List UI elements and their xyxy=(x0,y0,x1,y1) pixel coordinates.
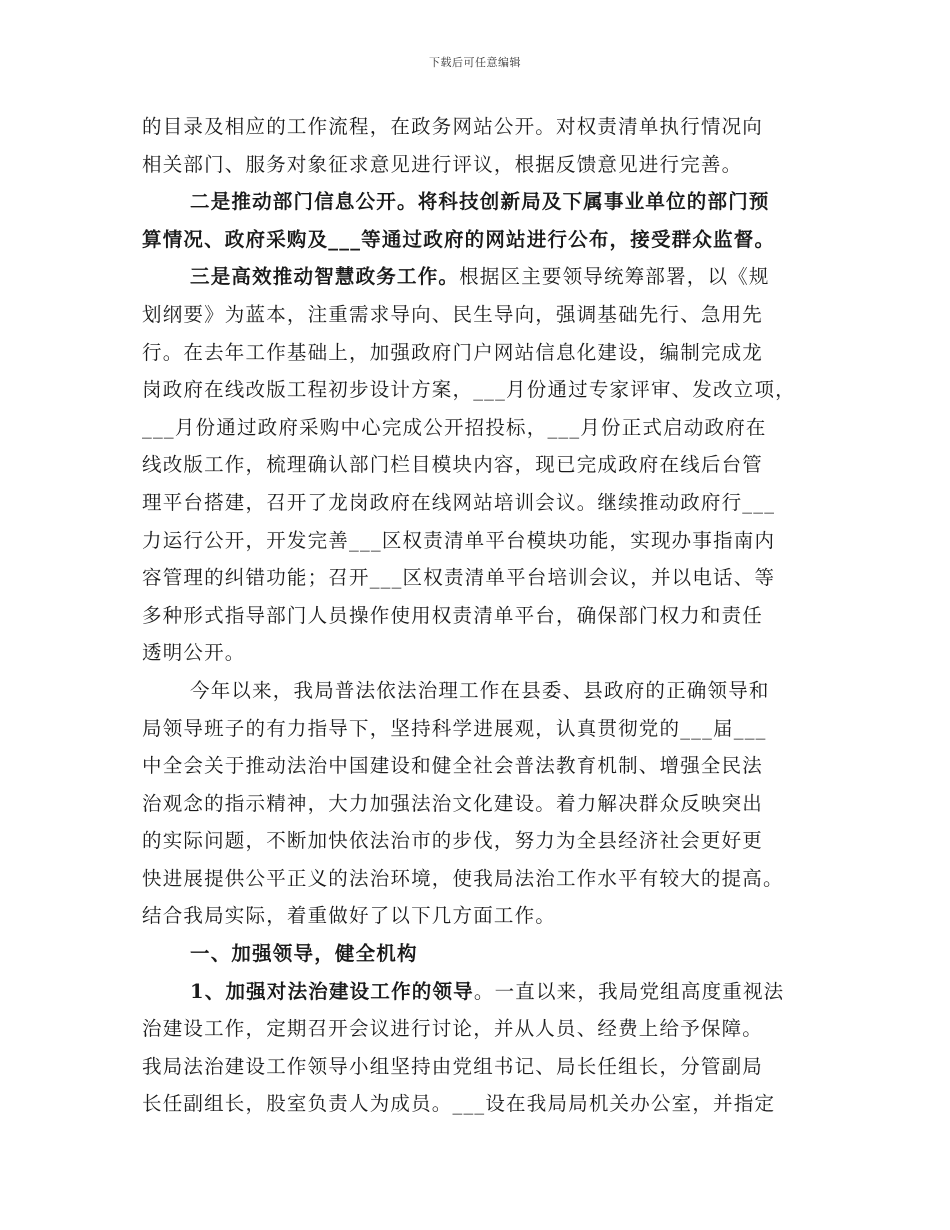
text-line: 局领导班子的有力指导下，坚持科学进展观，认真贯彻党的___届___ xyxy=(142,716,767,740)
text-line: 结合我局实际，着重做好了以下几方面工作。 xyxy=(142,904,557,928)
text-line-bold: 算情况、政府采购及___等通过政府的网站进行公布，接受群众监督。 xyxy=(142,227,776,251)
text-line: 治观念的指示精神，大力加强法治文化建设。着力解决群众反映突出 xyxy=(142,791,764,815)
text-line: 治建设工作，定期召开会议进行讨论，并从人员、经费上给予保障。 xyxy=(142,1017,764,1041)
text-line: 多种形式指导部门人员操作使用权责清单平台，确保部门权力和责任 xyxy=(142,603,764,627)
text-line: 的实际问题，不断加快依法治市的步伐，努力为全县经济社会更好更 xyxy=(142,829,764,853)
inline-heading: 1、加强对法治建设工作的领导 xyxy=(190,979,474,1003)
text-line: ___月份通过政府采购中心完成公开招投标，___月份正式启动政府在 xyxy=(142,415,767,439)
text-line: 岗政府在线改版工程初步设计方案，___月份通过专家评审、发改立项， xyxy=(142,378,796,402)
document-body xyxy=(142,108,832,1123)
text-line: 今年以来，我局普法依法治理工作在县委、县政府的正确领导和 xyxy=(190,678,770,702)
text-line: 透明公开。 xyxy=(142,641,246,665)
text-line: 理平台搭建，召开了龙岗政府在线网站培训会议。继续推动政府行___ xyxy=(142,490,776,514)
text-line: 快进展提供公平正义的法治环境，使我局法治工作水平有较大的提高。 xyxy=(142,866,784,890)
inline-heading: 三是高效推动智慧政务工作。 xyxy=(190,265,460,289)
text-line: 相关部门、服务对象征求意见进行评议，根据反馈意见进行完善。 xyxy=(142,152,743,176)
text-line: 划纲要》为蓝本，注重需求导向、民生导向，强调基础先行、急用先 xyxy=(142,302,764,326)
text-line-mixed xyxy=(142,258,832,296)
text-line: 的目录及相应的工作流程，在政务网站公开。对权责清单执行情况向 xyxy=(142,115,764,138)
inline-text: 。一直以来，我局党组高度重视法 xyxy=(473,979,785,1003)
text-line: 行。在去年工作基础上，加强政府门户网站信息化建设，编制完成龙 xyxy=(142,340,764,364)
text-line: 容管理的纠错功能；召开___区权责清单平台培训会议，并以电话、等 xyxy=(142,566,776,590)
text-line: 中全会关于推动法治中国建设和健全社会普法教育机制、增强全民法 xyxy=(142,754,764,778)
text-line: 长任副组长，股室负责人为成员。___设在我局局机关办公室，并指定 xyxy=(142,1092,776,1116)
inline-text: 根据区主要领导统筹部署，以《规 xyxy=(459,265,770,289)
page-header: 下载后可任意编辑 xyxy=(429,56,521,69)
text-line: 力运行公开，开发完善___区权责清单平台模块功能，实现办事指南内 xyxy=(142,528,776,552)
text-line-mixed xyxy=(142,973,832,1011)
text-line: 我局法治建设工作领导小组坚持由党组书记、局长任组长，分管副局 xyxy=(142,1054,764,1078)
section-heading: 一、加强领导，健全机构 xyxy=(190,942,418,966)
text-line: 线改版工作，梳理确认部门栏目模块内容，现已完成政府在线后台管 xyxy=(142,453,764,477)
text-line-bold: 二是推动部门信息公开。将科技创新局及下属事业单位的部门预 xyxy=(190,190,770,214)
